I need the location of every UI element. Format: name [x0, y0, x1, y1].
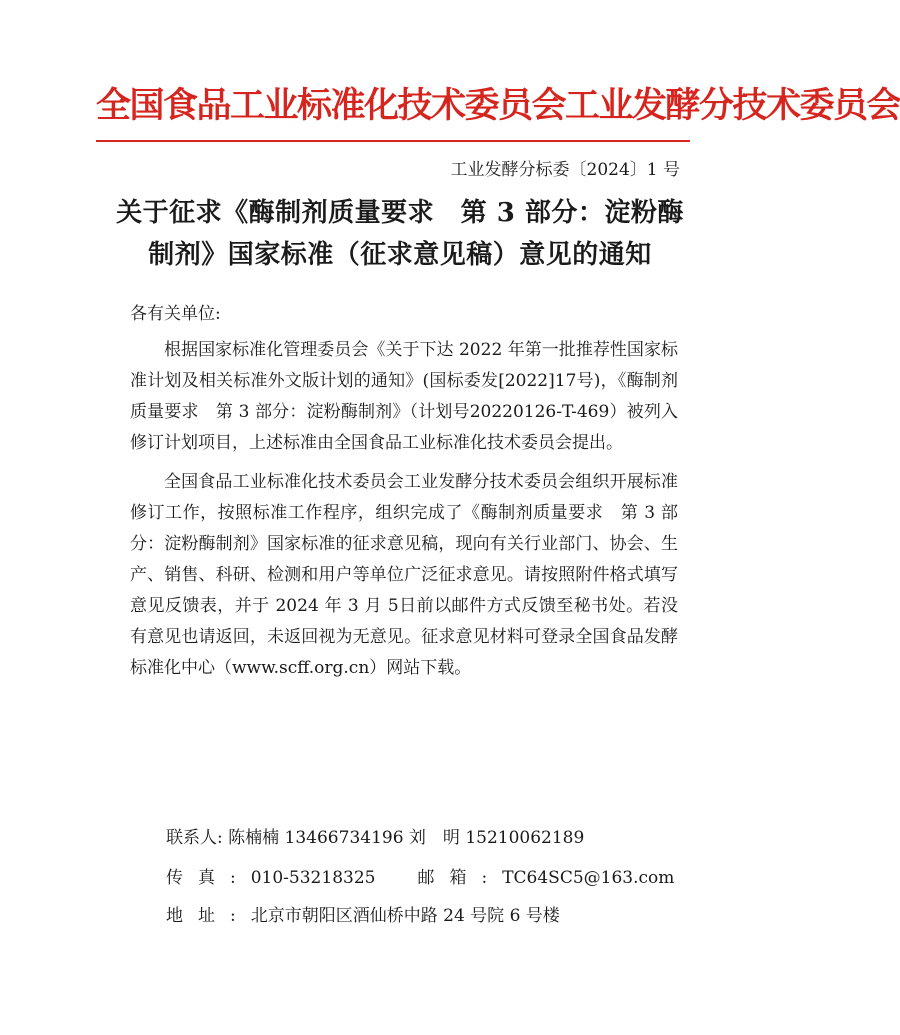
title-line-1: 关于征求《酶制剂质量要求 第 3 部分：淀粉酶	[116, 198, 684, 228]
body-paragraph-2: 全国食品工业标准化技术委员会工业发酵分技术委员会组织开展标准修订工作，按照标准工作程序，组织完成了《酶制剂质量要求 第 3 部分：淀粉酶制剂》国家标准的征求意见稿，现向有关行业部门、协会、生产、销售、科研、检测和用户等单位广泛征求意见。请按照附件格式填写意见反馈表，并于 2024 年 3 月 5日前以邮件方式反馈至秘书处。若没有意见也请返回，未返回视为无意见。征求意见材料可登录全国食品发酵标准化中心（www.scff.org.cn）网站下载。	[130, 472, 678, 678]
contact-persons-line	[166, 826, 584, 850]
email-label: 邮箱:	[417, 868, 503, 888]
address-value: 北京市朝阳区酒仙桥中路 24 号院 6 号楼	[250, 906, 560, 926]
contact-fax-email-line	[166, 866, 674, 890]
title-line-2: 制剂》国家标准（征求意见稿）意见的通知	[148, 240, 652, 270]
contact-address-line	[166, 904, 560, 928]
fax-number: 010-53218325	[250, 868, 376, 888]
fax-label: 传真:	[166, 868, 251, 888]
address-label: 地址:	[166, 906, 251, 926]
salutation: 各有关单位:	[130, 304, 221, 324]
notice-title	[100, 192, 700, 276]
contact-persons: 陈楠楠 13466734196 刘 明 15210062189	[228, 828, 585, 848]
notice-body	[130, 335, 678, 692]
header-divider	[96, 140, 690, 142]
document-number: 工业发酵分标委〔2024〕1 号	[450, 160, 680, 180]
organization-header: 全国食品工业标准化技术委员会工业发酵分技术委员会	[96, 85, 900, 126]
contact-person-label: 联系人:	[166, 828, 223, 848]
email-address: TC64SC5@163.com	[502, 868, 675, 888]
body-paragraph-1: 根据国家标准化管理委员会《关于下达 2022 年第一批推荐性国家标准计划及相关标准外文版计划的通知》(国标委发[2022]17号)，《酶制剂质量要求 第 3 部分：淀粉酶制剂》（计划号20220126-T-469）被列入修订计划项目，上述标准由全国食品工业标准化技术委员会提出。	[130, 340, 678, 453]
